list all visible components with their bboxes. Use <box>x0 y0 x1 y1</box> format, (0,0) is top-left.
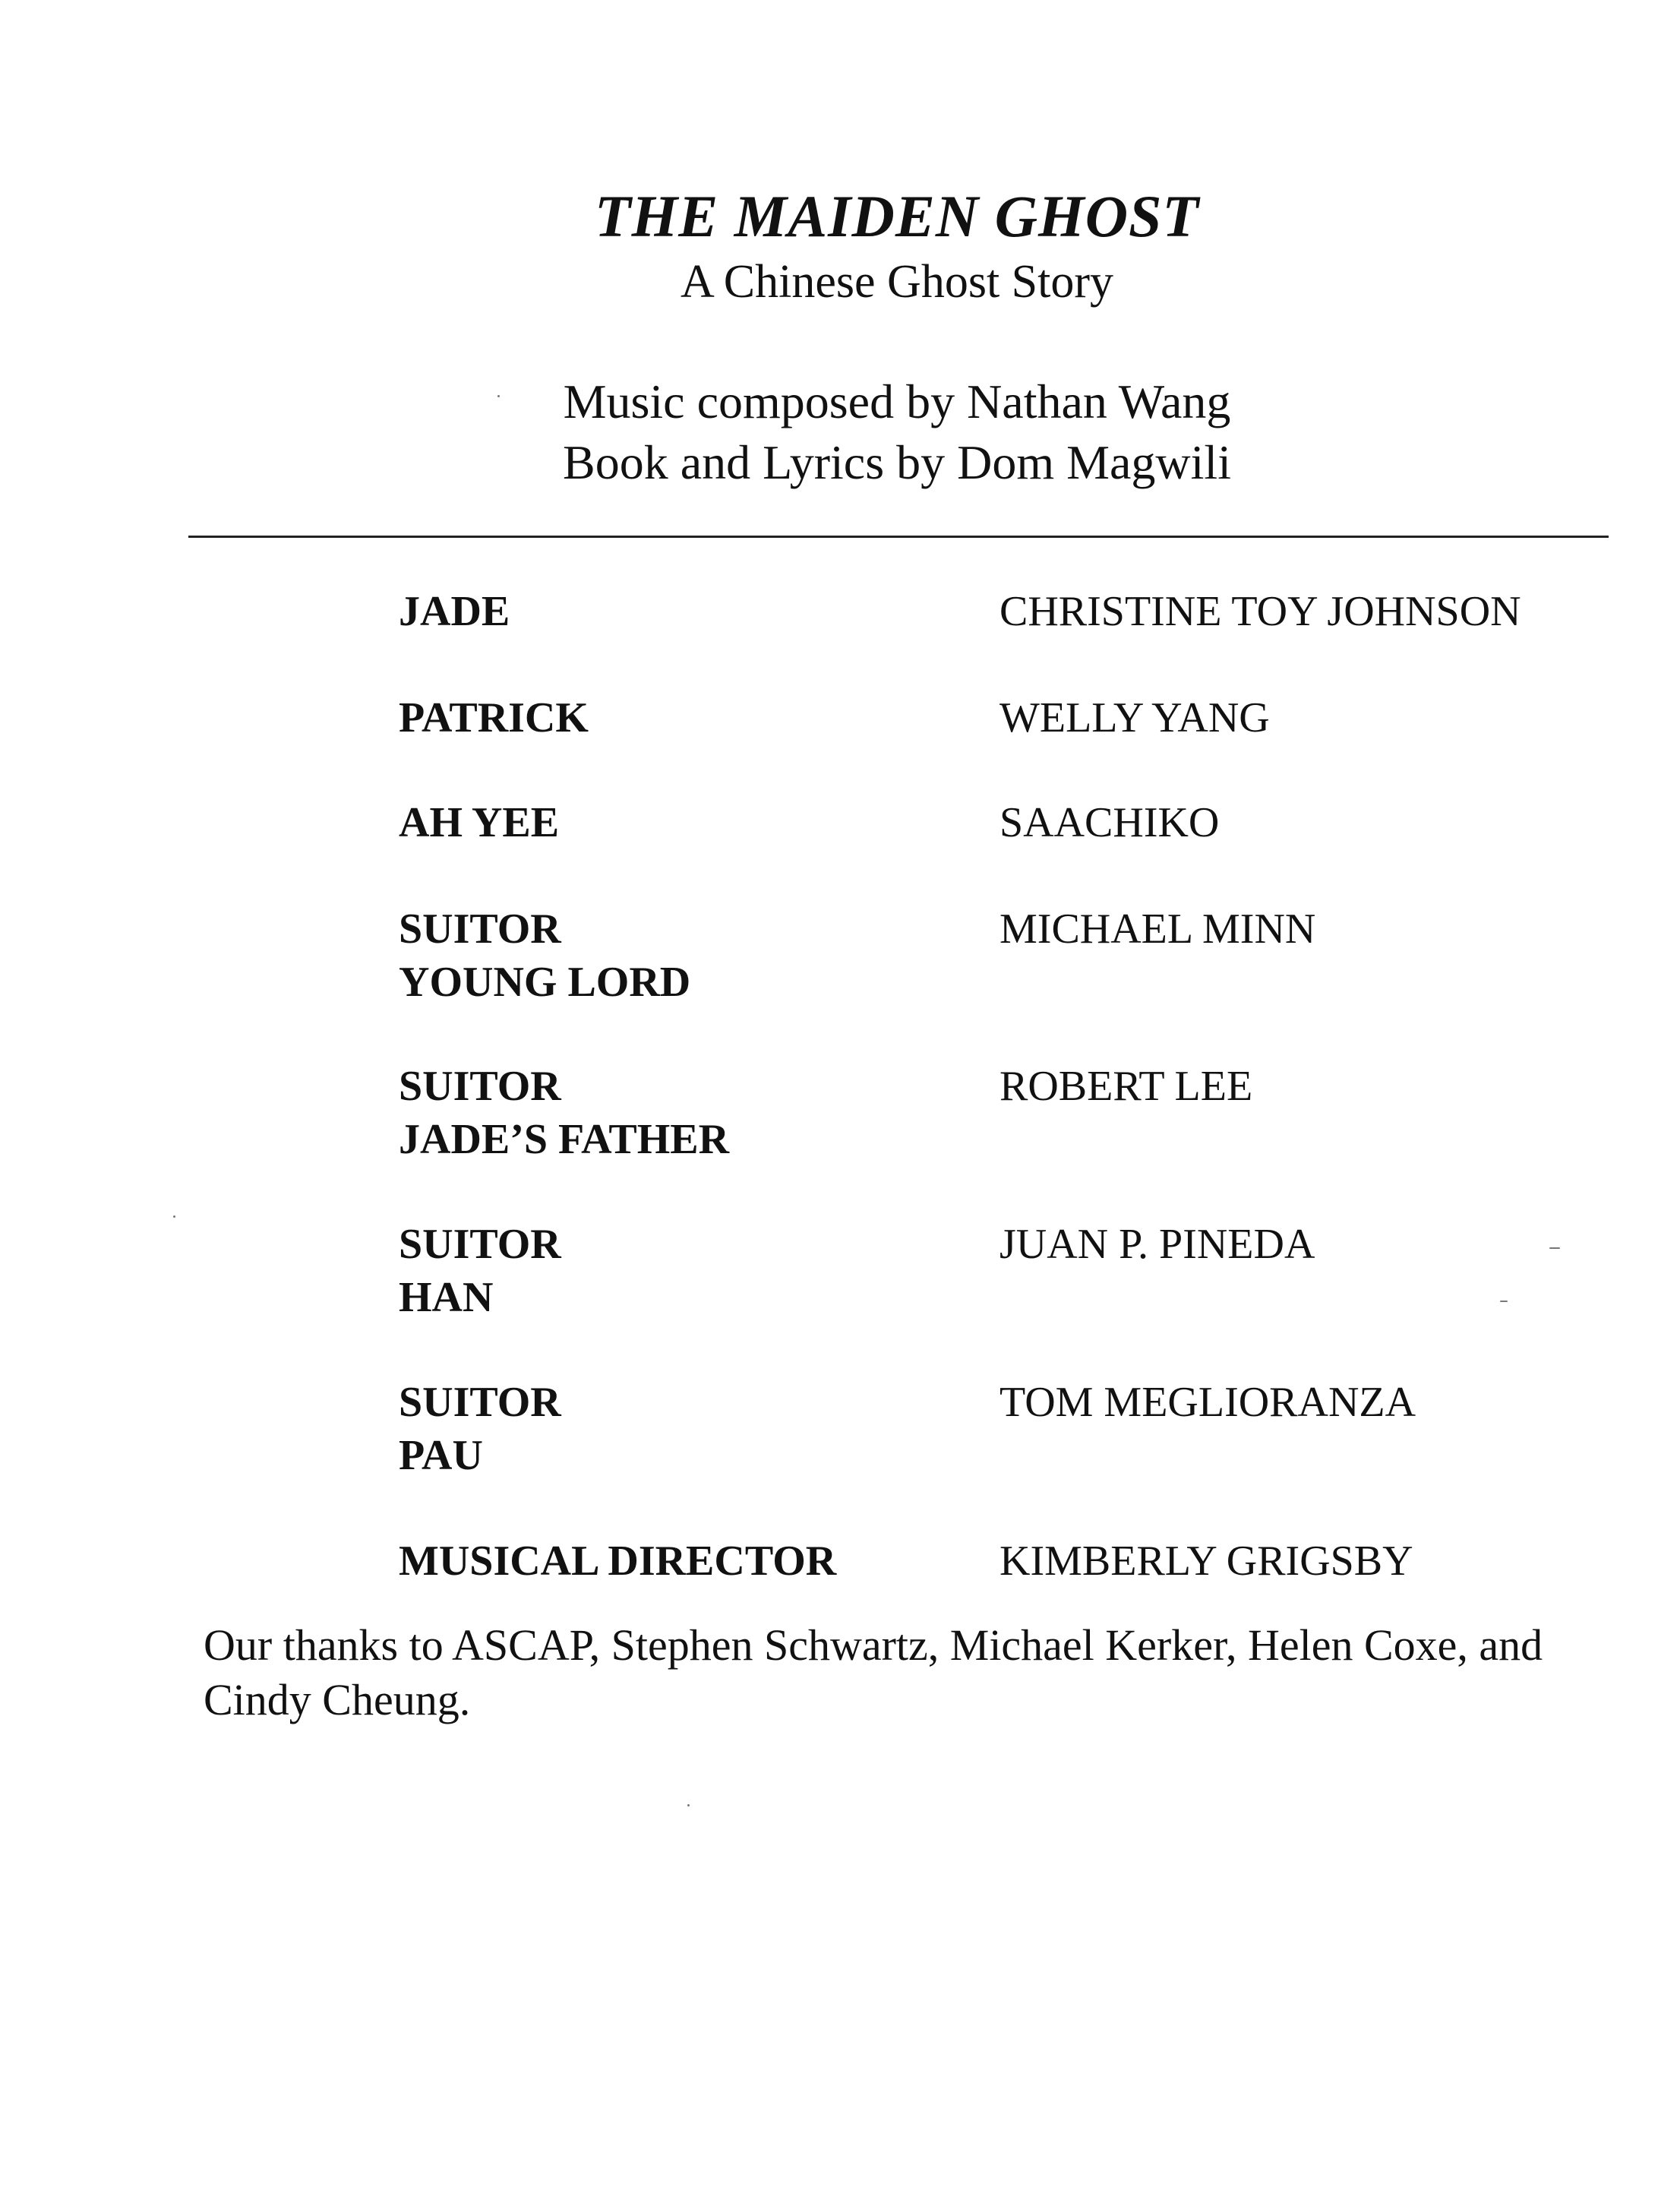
cast-actor: TOM MEGLIORANZA <box>999 1379 1416 1426</box>
cast-role <box>399 1376 561 1482</box>
role-line: PAU <box>399 1432 483 1479</box>
role-line: SUITOR <box>399 1063 561 1110</box>
cast-role <box>399 1218 561 1324</box>
cast-role <box>399 585 510 638</box>
acknowledgements: Our thanks to ASCAP, Stephen Schwartz, Michael Kerker, Helen Coxe, and Cindy Cheung. <box>204 1620 1543 1724</box>
role-line: JADE <box>399 588 510 635</box>
role-line: PATRICK <box>399 694 589 741</box>
scan-speck <box>1549 1247 1560 1249</box>
scan-speck <box>687 1804 690 1806</box>
scan-speck <box>173 1215 175 1218</box>
cast-actor: CHRISTINE TOY JOHNSON <box>999 588 1521 635</box>
cast-role <box>399 796 559 849</box>
role-line: SUITOR <box>399 1379 561 1426</box>
cast-role <box>399 902 690 1009</box>
music-credit: Music composed by Nathan Wang <box>563 375 1231 428</box>
role-line: AH YEE <box>399 799 560 846</box>
role-line: SUITOR <box>399 906 561 953</box>
role-line: SUITOR <box>399 1221 561 1268</box>
document-subtitle: A Chinese Ghost Story <box>680 256 1114 308</box>
cast-role <box>399 1535 836 1588</box>
cast-role <box>399 691 589 744</box>
cast-actor: WELLY YANG <box>999 694 1270 741</box>
cast-role <box>399 1060 729 1166</box>
cast-actor: JUAN P. PINEDA <box>999 1221 1315 1268</box>
scan-speck <box>497 395 500 397</box>
cast-actor: KIMBERLY GRIGSBY <box>999 1538 1413 1585</box>
document-title: THE MAIDEN GHOST <box>594 183 1200 249</box>
cast-actor: MICHAEL MINN <box>999 906 1316 953</box>
role-line: YOUNG LORD <box>399 959 691 1006</box>
role-line: JADE’S FATHER <box>399 1116 730 1163</box>
book-credit: Book and Lyrics by Dom Magwili <box>563 435 1231 489</box>
role-line: MUSICAL DIRECTOR <box>399 1538 837 1585</box>
horizontal-divider <box>188 536 1609 538</box>
cast-actor: ROBERT LEE <box>999 1063 1253 1110</box>
role-line: HAN <box>399 1274 494 1321</box>
cast-actor: SAACHIKO <box>999 799 1220 846</box>
scan-speck <box>1500 1301 1508 1302</box>
